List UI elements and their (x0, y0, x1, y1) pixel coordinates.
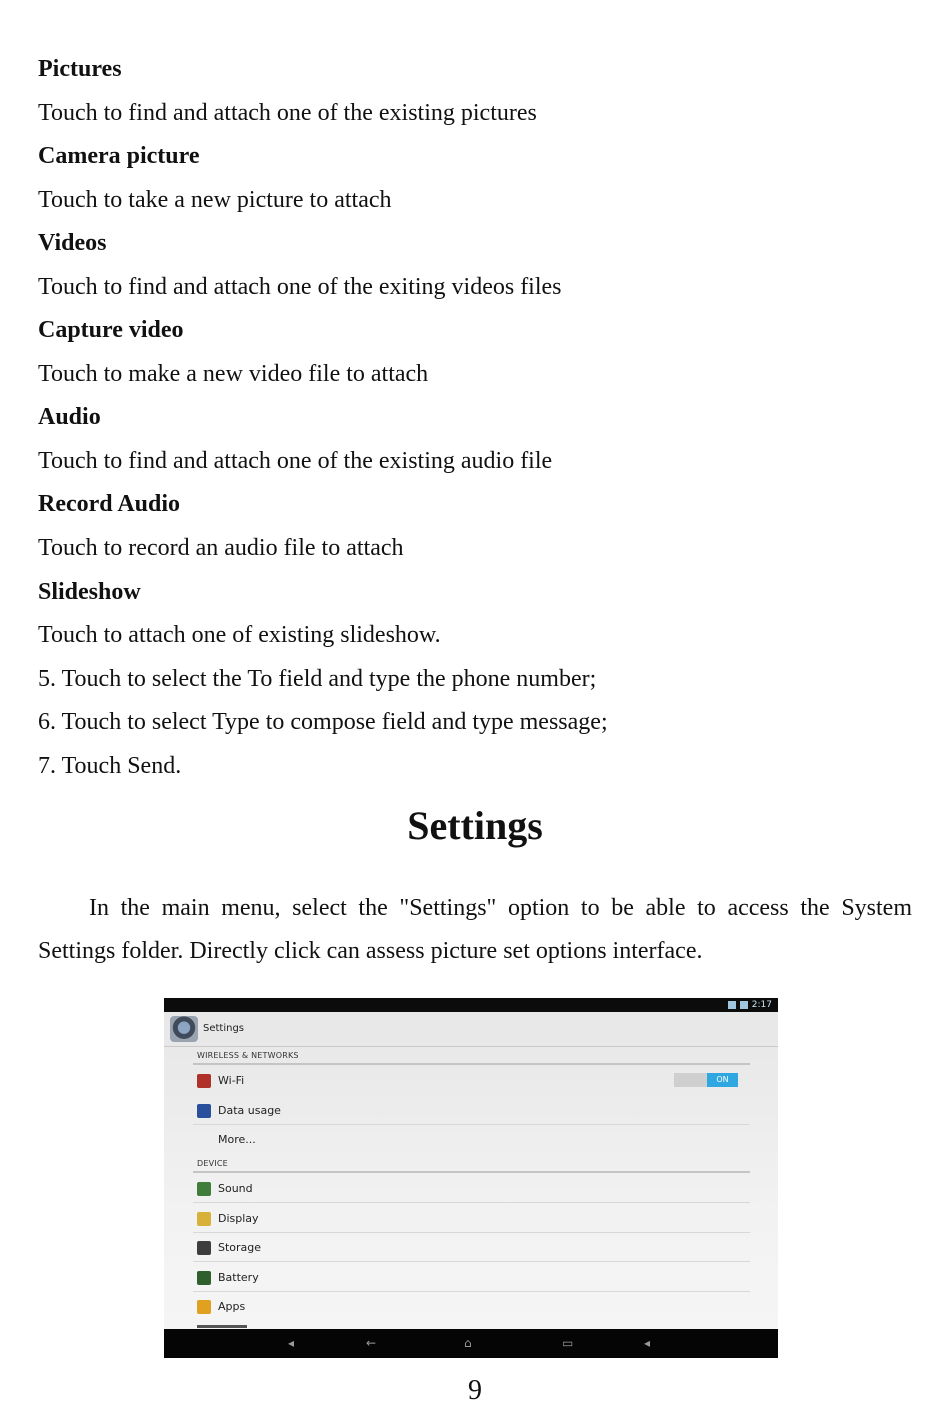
option-title-pictures: Pictures (38, 56, 122, 82)
storage-icon (197, 1241, 211, 1255)
apps-icon (197, 1300, 211, 1314)
settings-item-wifi[interactable] (197, 1066, 750, 1095)
settings-item-label: Apps (218, 1300, 246, 1313)
option-desc-capture-video: Touch to make a new video file to attach (38, 361, 429, 387)
option-title-slideshow: Slideshow (38, 579, 141, 605)
status-bar (164, 998, 778, 1012)
option-title-camera-picture: Camera picture (38, 143, 200, 169)
step-5: 5. Touch to select the To field and type the phone number; (38, 666, 597, 692)
option-desc-camera-picture: Touch to take a new picture to attach (38, 187, 392, 213)
section-divider (193, 1171, 750, 1173)
option-desc-audio: Touch to find and attach one of the existing audio file (38, 448, 553, 474)
display-icon (197, 1212, 211, 1226)
option-title-videos: Videos (38, 230, 107, 256)
settings-item-label: Sound (218, 1182, 253, 1195)
step-6: 6. Touch to select Type to compose field and type message; (38, 709, 608, 735)
settings-item-battery[interactable] (197, 1263, 750, 1292)
option-desc-slideshow: Touch to attach one of existing slideshow. (38, 622, 441, 648)
settings-heading: Settings (407, 803, 543, 848)
home-icon[interactable]: ⌂ (464, 1336, 472, 1350)
row-divider (193, 1261, 750, 1262)
battery-status-icon (740, 1001, 748, 1009)
settings-item-sound[interactable] (197, 1174, 750, 1203)
settings-app-bar (164, 1012, 778, 1047)
sound-icon (197, 1182, 211, 1196)
data-usage-icon (197, 1104, 211, 1118)
settings-paragraph-line2: Settings folder. Directly click can assess picture set options interface. (38, 938, 703, 964)
settings-item-storage[interactable] (197, 1233, 750, 1262)
settings-item-label: More... (218, 1133, 256, 1146)
settings-item-label: Battery (218, 1271, 259, 1284)
step-7: 7. Touch Send. (38, 753, 182, 779)
volume-down-icon[interactable]: ◂ (288, 1336, 295, 1350)
settings-item-label: Storage (218, 1241, 262, 1254)
settings-item-data-usage[interactable] (197, 1096, 750, 1125)
option-desc-record-audio: Touch to record an audio file to attach (38, 535, 404, 561)
option-desc-videos: Touch to find and attach one of the exiting videos files (38, 274, 562, 300)
settings-item-label: Wi-Fi (218, 1074, 245, 1087)
volume-up-icon[interactable]: ◂ (644, 1336, 651, 1350)
section-divider (193, 1063, 750, 1065)
next-section-peek (197, 1325, 247, 1328)
settings-item-apps[interactable] (197, 1292, 750, 1321)
option-title-audio: Audio (38, 404, 101, 430)
settings-app-title: Settings (203, 1023, 245, 1034)
row-divider (193, 1202, 750, 1203)
navigation-bar (164, 1329, 778, 1358)
settings-app-icon[interactable] (170, 1016, 198, 1042)
settings-item-display[interactable] (197, 1204, 750, 1233)
settings-paragraph-line1: In the main menu, select the "Settings" option to be able to access the System (89, 895, 912, 921)
wifi-icon (197, 1074, 211, 1088)
section-wireless-networks: WIRELESS & NETWORKS (197, 1051, 299, 1060)
option-title-record-audio: Record Audio (38, 491, 181, 517)
option-title-capture-video: Capture video (38, 317, 184, 343)
recent-apps-icon[interactable]: ▭ (562, 1336, 574, 1350)
option-desc-pictures: Touch to find and attach one of the existing pictures (38, 100, 537, 126)
settings-item-more[interactable] (197, 1125, 750, 1154)
wifi-toggle-on[interactable]: ON (707, 1073, 738, 1087)
wifi-signal-icon (728, 1001, 736, 1009)
back-icon[interactable]: ← (366, 1336, 377, 1350)
settings-screenshot (164, 998, 778, 1358)
section-device: DEVICE (197, 1159, 228, 1168)
settings-item-label: Display (218, 1212, 259, 1225)
battery-icon (197, 1271, 211, 1285)
page-number: 9 (468, 1375, 482, 1406)
status-time: 2:17 (751, 1000, 772, 1010)
settings-item-label: Data usage (218, 1104, 281, 1117)
